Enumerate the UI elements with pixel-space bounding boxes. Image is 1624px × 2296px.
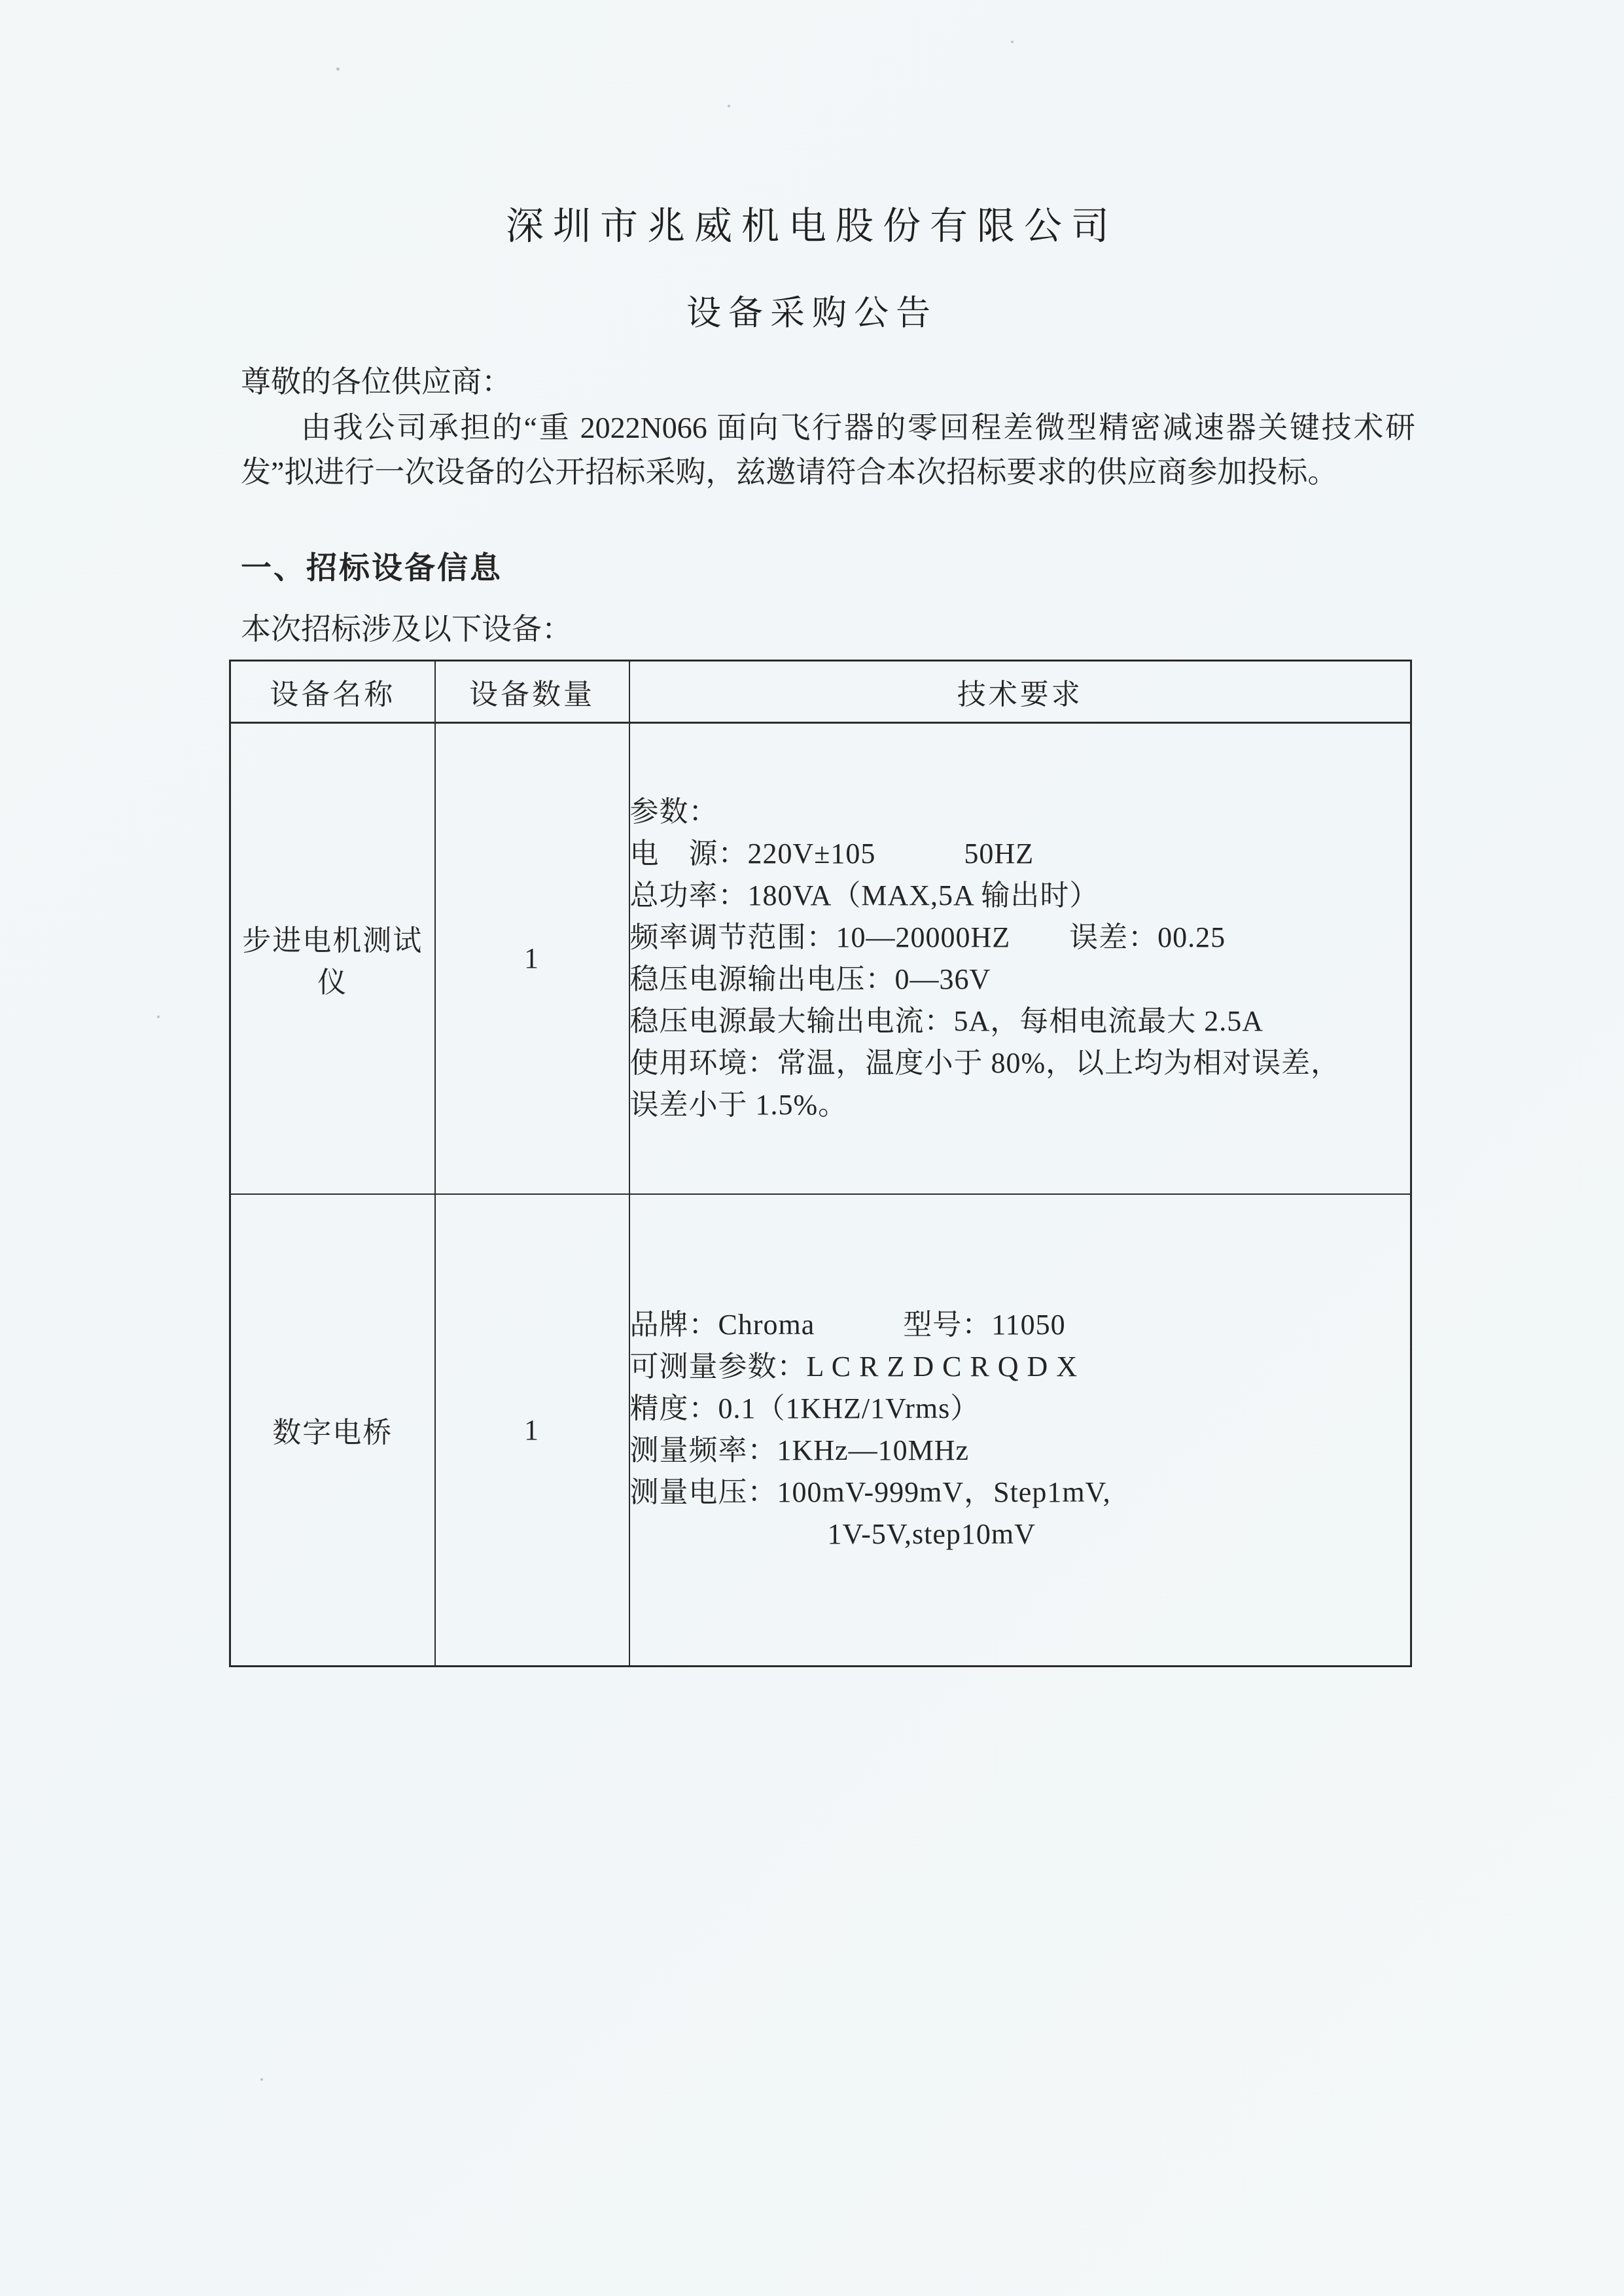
- spec-line: 1V-5V,step10mV: [827, 1518, 1036, 1551]
- spec-line: 使用环境：常温，温度小于 80%，以上均为相对误差，: [629, 1046, 1341, 1079]
- section-heading: 一、招标设备信息: [241, 550, 503, 585]
- col-header-tech-requirements: 技术要求: [629, 661, 1411, 723]
- document-subtitle: 设备采购公告: [686, 294, 938, 332]
- table-row: [230, 723, 1411, 1194]
- spec-line: 总功率：180VA（MAX,5A 输出时）: [629, 879, 1099, 911]
- document-title: 深圳市兆威机电股份有限公司: [505, 205, 1118, 247]
- equipment-table: [229, 660, 1412, 1667]
- spec-line: 可测量参数：L C R Z D C R Q D X: [629, 1351, 1078, 1383]
- scan-speck: [1011, 41, 1014, 43]
- scan-speck: [157, 1016, 160, 1018]
- greeting-line: 尊敬的各位供应商：: [241, 365, 512, 398]
- equipment-quantity-cell: 1: [435, 1194, 629, 1667]
- scan-speck: [260, 2078, 263, 2081]
- equipment-quantity-cell: 1: [435, 723, 629, 1194]
- tech-requirements-cell: [629, 1194, 1411, 1667]
- equipment-name-cell: 数字电桥: [230, 1194, 435, 1667]
- spec-line: 误差小于 1.5%。: [629, 1088, 848, 1121]
- spec-line: 精度：0.1（1KHZ/1Vrms）: [629, 1392, 980, 1425]
- intro-paragraph: 由我公司承担的“重 2022N066 面向飞行器的零回程差微型精密减速器关键技术研发”拟进行一次设备的公开招标采购，兹邀请符合本次招标要求的供应商参加投标。: [241, 411, 1415, 489]
- col-header-device-quantity: 设备数量: [435, 661, 629, 723]
- col-header-device-name: 设备名称: [230, 661, 435, 723]
- table-row: [230, 1194, 1411, 1667]
- equipment-name-cell: 步进电机测试仪: [230, 723, 435, 1194]
- scan-speck: [336, 67, 340, 71]
- spec-line: 测量频率：1KHz—10MHz: [629, 1434, 970, 1467]
- spec-line: 测量电压：100mV-999mV，Step1mV,: [629, 1476, 1111, 1509]
- spec-line: 稳压电源输出电压：0—36V: [629, 963, 991, 995]
- spec-line: 稳压电源最大输出电流：5A，每相电流最大 2.5A: [629, 1004, 1264, 1037]
- spec-line: 参数：: [629, 795, 718, 828]
- spec-line: 频率调节范围：10—20000HZ 误差：00.25: [629, 921, 1226, 953]
- table-header-row: [230, 661, 1411, 723]
- spec-line: 品牌：Chroma 型号：11050: [629, 1309, 1066, 1341]
- scan-speck: [728, 105, 730, 107]
- table-intro-line: 本次招标涉及以下设备：: [241, 612, 572, 646]
- spec-line: 电 源：220V±105 50HZ: [629, 837, 1034, 870]
- tech-requirements-cell: [629, 723, 1411, 1194]
